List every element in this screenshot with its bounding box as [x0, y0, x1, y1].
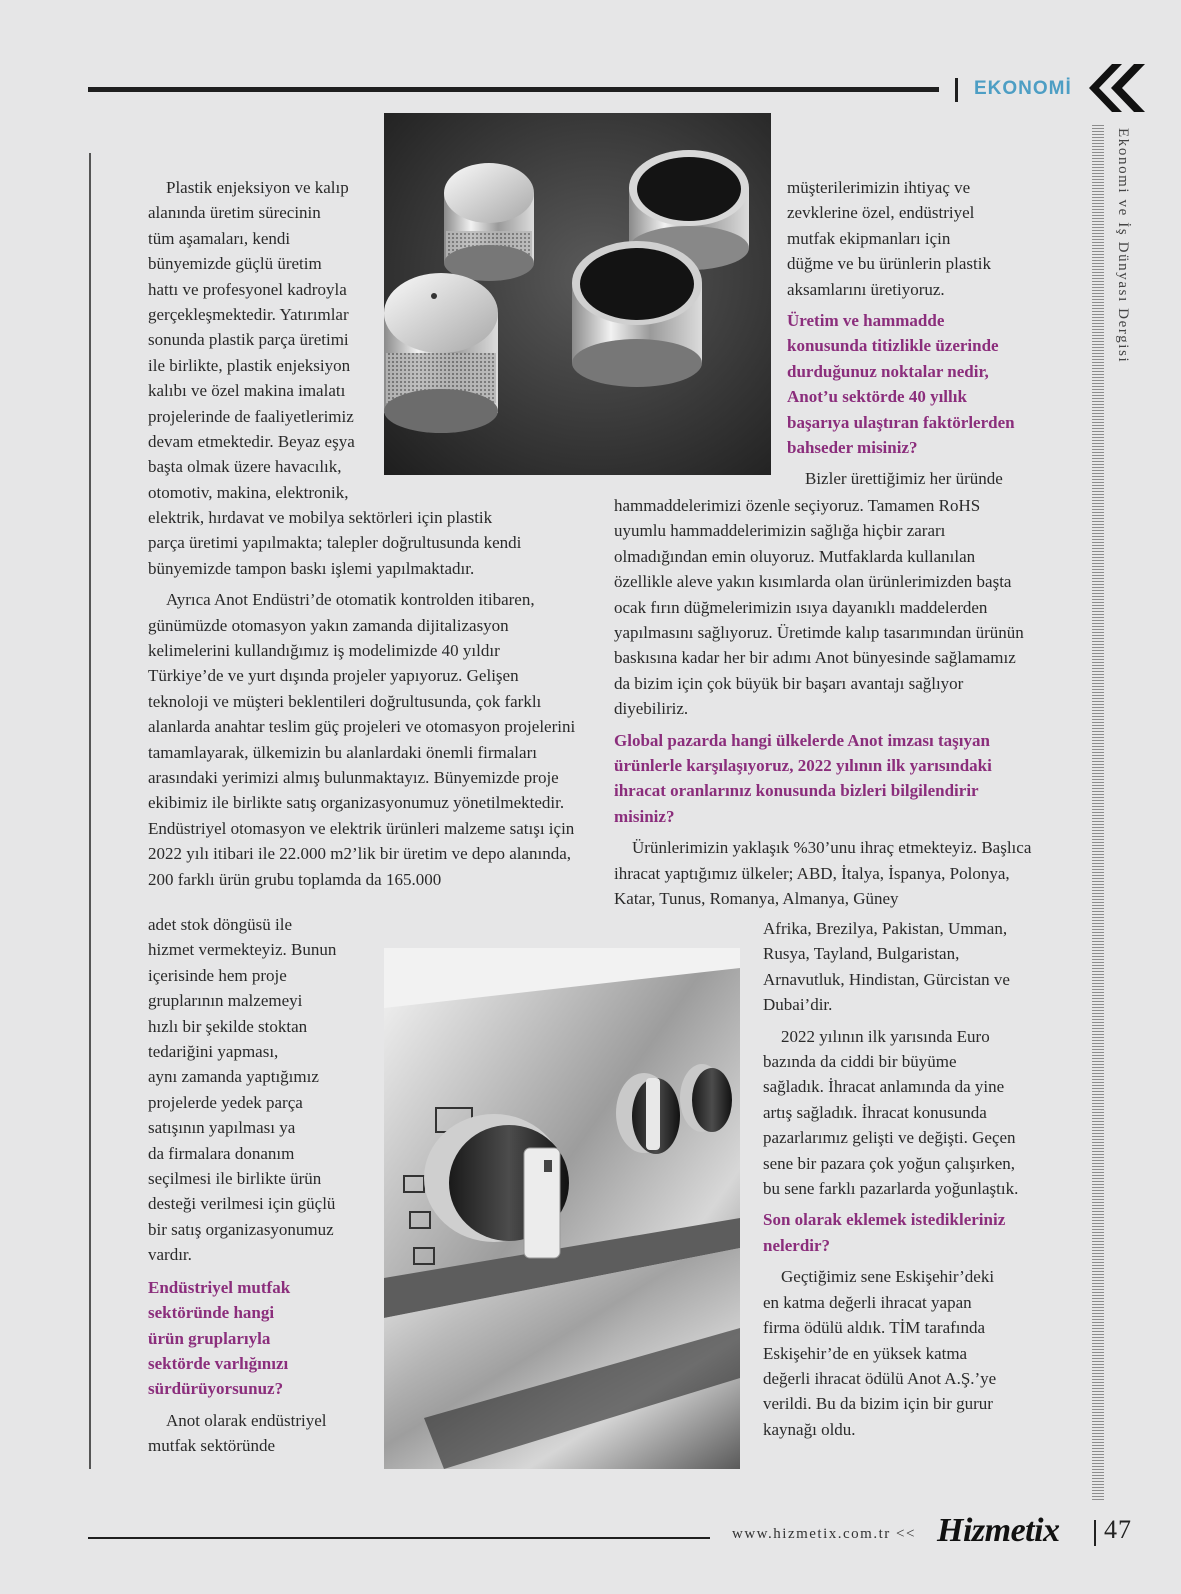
double-chevron-left-icon [1089, 64, 1145, 112]
header-rule [88, 87, 939, 92]
paragraph: elektrik, hırdavat ve mobilya sektörleri için plastik parça üretimi yapılmakta; talepler doğrultusunda kendi bünyemizde tampon baskı işlemi yapılmaktadır. [148, 508, 522, 578]
text-line: ürün gruplarıyla [148, 1328, 271, 1348]
text-line: nelerdir? [763, 1235, 831, 1255]
text-line: sağladık. İhracat anlamında da yine [763, 1077, 1005, 1097]
page-number: 47 [1104, 1515, 1132, 1544]
question-heading: Global pazarda hangi ülkelerde Anot imzası taşıyan ürünlerle karşılaşıyoruz, 2022 yılının ilk yarısındaki ihracat oranlarınız konusunda bizleri bilgilendirir misiniz? [614, 730, 992, 826]
knobs-photo [384, 113, 771, 475]
text-line: değerli ihracat ödülü Anot A.Ş.’ye [763, 1368, 997, 1388]
text-line: projelerde yedek parça [148, 1092, 303, 1112]
text-line: Rusya, Tayland, Bulgaristan, [763, 944, 960, 964]
text-line: başta olmak üzere havacılık, [148, 457, 342, 477]
text-line: seçilmesi ile birlikte ürün [148, 1169, 322, 1189]
text-line: kalıbı ve özel makina imalatı [148, 381, 346, 401]
text-line: gerçekleşmektedir. Yatırımlar [148, 305, 349, 325]
text-line: Eskişehir’de en yüksek katma [763, 1343, 968, 1363]
text-line: aksamlarını üretiyoruz. [787, 279, 945, 299]
text-line: Bizler ürettiğimiz her üründe [805, 469, 1003, 489]
text-line: başarıya ulaştıran faktörlerden [787, 412, 1015, 432]
paragraph: Ayrıca Anot Endüstri’de otomatik kontrolden itibaren, günümüzde otomasyon yakın zamanda dijitalizasyon kelimelerini kullandığımız iş modelimizde 40 yıldır Türkiye’de ve yurt dışında projeler yapıyoruz. Gelişen teknoloji ve müşteri beklentileri doğrultusunda, çok farklı alanlarda anahtar teslim güç projeleri ve otomasyon projelerini tamamlayarak, ülkemizin bu alanlardaki önemli firmaları arasındaki yerimizi almış bulunmaktayız. Bünyemizde proje ekibimiz ile birlikte satış organizasyonumuz yönetilmektedir. Endüstriyel otomasyon ve elektrik ürünleri malzeme satışı için 2022 yılı itibari ile 22.000 m2’lik bir üretim ve depo alanında, 200 farklı ürün grubu toplamda da 165.000 [148, 590, 576, 889]
text-line: sürdürüyorsunuz? [148, 1379, 284, 1399]
text-line: mutfak sektöründe [148, 1436, 275, 1456]
text-line: pazarlarımız gelişti ve değişti. Geçen [763, 1128, 1016, 1148]
text-line: satışının yapılması ya [148, 1118, 296, 1138]
footer-divider [1094, 1520, 1096, 1546]
paragraph: hammaddelerimizi özenle seçiyoruz. Tamamen RoHS uyumlu hammaddelerimizin sağlığa hiçbir zararı olmadığından emin oluyoruz. Mutfaklarda kullanılan özellikle aleve yakın kısımlarda olan ürünlerimizden başta ocak fırın düğmelerimizin ısıya dayanıklı maddelerden yapılmasını sağlıyoruz. Üretimde kalıp tasarımından ürünün baskısına kadar her bir adımı Anot bünyesinde sağlamamız da bizim için çok büyük bir başarı avantajı sağlıyor diyebiliriz. [614, 496, 1024, 719]
text-line: sene bir pazara çok yoğun çalışırken, [763, 1153, 1016, 1173]
text-line: durduğunuz noktalar nedir, [787, 361, 989, 381]
text-line: projelerinde de faaliyetlerimiz [148, 406, 354, 426]
text-line: mutfak ekipmanları için [787, 228, 951, 248]
footer-rule [88, 1537, 710, 1539]
text-line: Son olarak eklemek istedikleriniz [763, 1210, 1006, 1230]
text-line: sektöründe hangi [148, 1303, 275, 1323]
paragraph: Ürünlerimizin yaklaşık %30’unu ihraç etmekteyiz. Başlıca ihracat yaptığımız ülkeler; ABD, İtalya, İspanya, Polonya, Katar, Tunus, Romanya, Almanya, Güney [614, 838, 1032, 909]
text-line: içerisinde hem proje [148, 965, 287, 985]
text-line: düğme ve bu ürünlerin plastik [787, 254, 991, 274]
text-line: devam etmektedir. Beyaz eşya [148, 432, 355, 452]
text-line: en katma değerli ihracat yapan [763, 1292, 972, 1312]
right-column-top [787, 175, 1047, 492]
text-line: müşterilerimizin ihtiyaç ve [787, 178, 971, 197]
text-line: zevklerine özel, endüstriyel [787, 203, 975, 223]
text-line: 2022 yılının ilk yarısında Euro [781, 1026, 990, 1046]
footer-logo: Hizmetix [937, 1512, 1060, 1549]
text-line: verildi. Bu da bizim için bir gurur [763, 1394, 993, 1414]
question-heading [787, 308, 1047, 460]
text-line: tedariğini yapması, [148, 1042, 279, 1062]
text-line: Üretim ve hammadde [787, 311, 945, 331]
text-line: bu sene farklı pazarlarda yoğunlaştık. [763, 1179, 1019, 1199]
text-line: hattı ve profesyonel kadroyla [148, 279, 347, 299]
text-line: bünyemizde güçlü üretim [148, 254, 322, 274]
text-line: ile birlikte, plastik enjeksiyon [148, 355, 351, 375]
oven-photo [384, 948, 740, 1469]
text-line: Dubai’dir. [763, 995, 833, 1015]
text-line: gruplarının malzemeyi [148, 991, 303, 1011]
section-label: EKONOMİ [974, 78, 1072, 99]
column-rule [89, 153, 91, 1469]
question-heading [148, 1275, 373, 1402]
footer-url[interactable]: www.hizmetix.com.tr << [732, 1526, 916, 1542]
right-column-narrow [763, 916, 1053, 1442]
text-line: bahseder misiniz? [787, 438, 918, 458]
section-divider [955, 78, 958, 102]
left-column-top [148, 175, 388, 505]
text-line: otomotiv, makina, elektronik, [148, 482, 349, 502]
magazine-title: Ekonomi ve İş Dünyası Dergisi [1115, 128, 1131, 364]
text-line: bir satış organizasyonumuz [148, 1219, 334, 1239]
left-column-narrow [148, 912, 373, 1459]
text-line: Geçtiğimiz sene Eskişehir’deki [781, 1267, 995, 1287]
text-line: vardır. [148, 1245, 192, 1265]
text-line: firma ödülü aldık. TİM tarafında [763, 1318, 986, 1338]
text-line: hizmet vermekteyiz. Bunun [148, 940, 337, 960]
text-line: artış sağladık. İhracat konusunda [763, 1102, 987, 1122]
text-line: Arnavutluk, Hindistan, Gürcistan ve [763, 969, 1010, 989]
text-line: kaynağı oldu. [763, 1419, 856, 1439]
text-line: sonunda plastik parça üretimi [148, 330, 349, 350]
question-heading [763, 1207, 1053, 1258]
text-line: Anot’u sektörde 40 yıllık [787, 387, 967, 407]
text-line: tüm aşamaları, kendi [148, 228, 291, 248]
text-line: Afrika, Brezilya, Pakistan, Umman, [763, 919, 1008, 938]
text-line: hızlı bir şekilde stoktan [148, 1016, 308, 1036]
text-line: Endüstriyel mutfak [148, 1277, 291, 1297]
text-line: alanında üretim sürecinin [148, 203, 321, 223]
text-line: Anot olarak endüstriyel [166, 1410, 327, 1430]
sidebar-stripe [1092, 125, 1104, 1500]
text-line: Plastik enjeksiyon ve kalıp [166, 178, 349, 197]
text-line: adet stok döngüsü ile [148, 915, 293, 934]
text-line: da firmalara donanım [148, 1143, 295, 1163]
text-line: sektörde varlığınızı [148, 1353, 289, 1373]
left-column-wide [148, 505, 578, 892]
right-column-wide [614, 493, 1034, 912]
text-line: aynı zamanda yaptığımız [148, 1067, 319, 1087]
text-line: bazında da ciddi bir büyüme [763, 1052, 957, 1072]
text-line: desteği verilmesi için güçlü [148, 1194, 336, 1214]
text-line: konusunda titizlikle üzerinde [787, 336, 999, 356]
